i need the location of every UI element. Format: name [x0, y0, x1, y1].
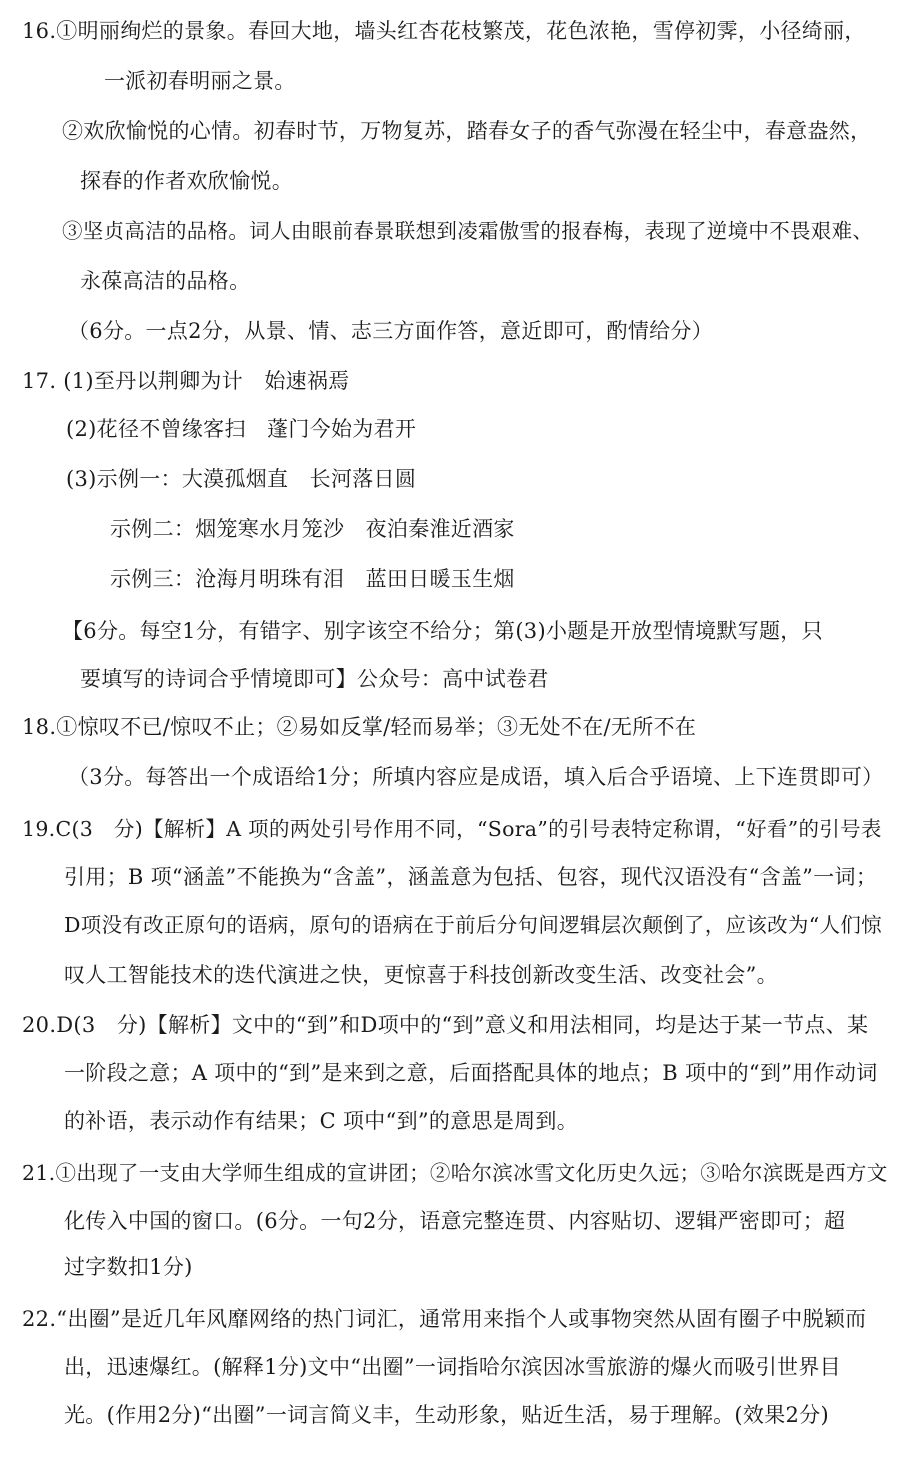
text-line: 22.“出圈”是近几年风靡网络的热门词汇，通常用来指个人或事物突然从固有圈子中脱颖而 [22, 1307, 867, 1331]
text-line: 一阶段之意；A 项中的“到”是来到之意，后面搭配具体的地点；B 项中的“到”用作动词 [64, 1061, 878, 1085]
text-line: 叹人工智能技术的迭代演进之快，更惊喜于科技创新改变生活、改变社会”。 [64, 963, 778, 987]
text-line: ②欢欣愉悦的心情。初春时节，万物复苏，踏春女子的香气弥漫在轻尘中，春意盎然， [62, 119, 872, 143]
text-line: 17. (1)至丹以荆卿为计 始速祸焉 [22, 369, 350, 393]
text-line: 化传入中国的窗口。(6分。一句2分，语意完整连贯、内容贴切、逻辑严密即可；超 [64, 1209, 846, 1233]
text-line: 一派初春明丽之景。 [104, 69, 296, 93]
text-line: 探春的作者欢欣愉悦。 [80, 169, 293, 193]
text-line: （6分。一点2分，从景、情、志三方面作答，意近即可，酌情给分） [68, 319, 714, 343]
text-line: 16.①明丽绚烂的景象。春回大地，墙头红杏花枝繁茂，花色浓艳，雪停初霁，小径绮丽， [22, 19, 866, 43]
text-line: ③坚贞高洁的品格。词人由眼前春景联想到凌霜傲雪的报春梅，表现了逆境中不畏艰难、 [62, 219, 874, 243]
text-line: 【6分。每空1分，有错字、别字该空不给分；第(3)小题是开放型情境默写题，只 [62, 619, 823, 643]
text-line: 出，迅速爆红。(解释1分)文中“出圈”一词指哈尔滨因冰雪旅游的爆火而吸引世界目 [64, 1355, 841, 1379]
text-line: 的补语，表示动作有结果；C 项中“到”的意思是周到。 [64, 1109, 579, 1133]
text-line: 光。(作用2分)“出圈”一词言简义丰，生动形象，贴近生活，易于理解。(效果2分) [64, 1403, 829, 1427]
text-line: 要填写的诗词合乎情境即可】公众号：高中试卷君 [80, 667, 549, 691]
text-line: （3分。每答出一个成语给1分；所填内容应是成语，填入后合乎语境、上下连贯即可） [68, 765, 884, 789]
text-line: 20.D(3 分)【解析】文中的“到”和D项中的“到”意义和用法相同，均是达于某一节点、某 [22, 1013, 869, 1037]
text-line: 过字数扣1分) [64, 1255, 193, 1279]
text-line: D项没有改正原句的语病，原句的语病在于前后分句间逻辑层次颠倒了，应该改为“人们惊 [64, 913, 882, 937]
text-line: 示例三：沧海月明珠有泪 蓝田日暖玉生烟 [110, 567, 515, 591]
text-line: 永葆高洁的品格。 [80, 269, 251, 293]
text-line: 18.①惊叹不已/惊叹不止；②易如反掌/轻而易举；③无处不在/无所不在 [22, 715, 697, 739]
text-line: 21.①出现了一支由大学师生组成的宣讲团；②哈尔滨冰雪文化历史久远；③哈尔滨既是西方文 [22, 1161, 888, 1185]
text-line: 示例二：烟笼寒水月笼沙 夜泊秦淮近酒家 [110, 517, 515, 541]
text-line: (2)花径不曾缘客扫 蓬门今始为君开 [66, 417, 417, 441]
text-line: 引用；B 项“涵盖”不能换为“含盖”，涵盖意为包括、包容，现代汉语没有“含盖”一词； [64, 865, 878, 889]
text-line: 19.C(3 分)【解析】A 项的两处引号作用不同，“Sora”的引号表特定称谓，“好看”的引号表 [22, 817, 882, 841]
text-line: (3)示例一：大漠孤烟直 长河落日圆 [66, 467, 417, 491]
